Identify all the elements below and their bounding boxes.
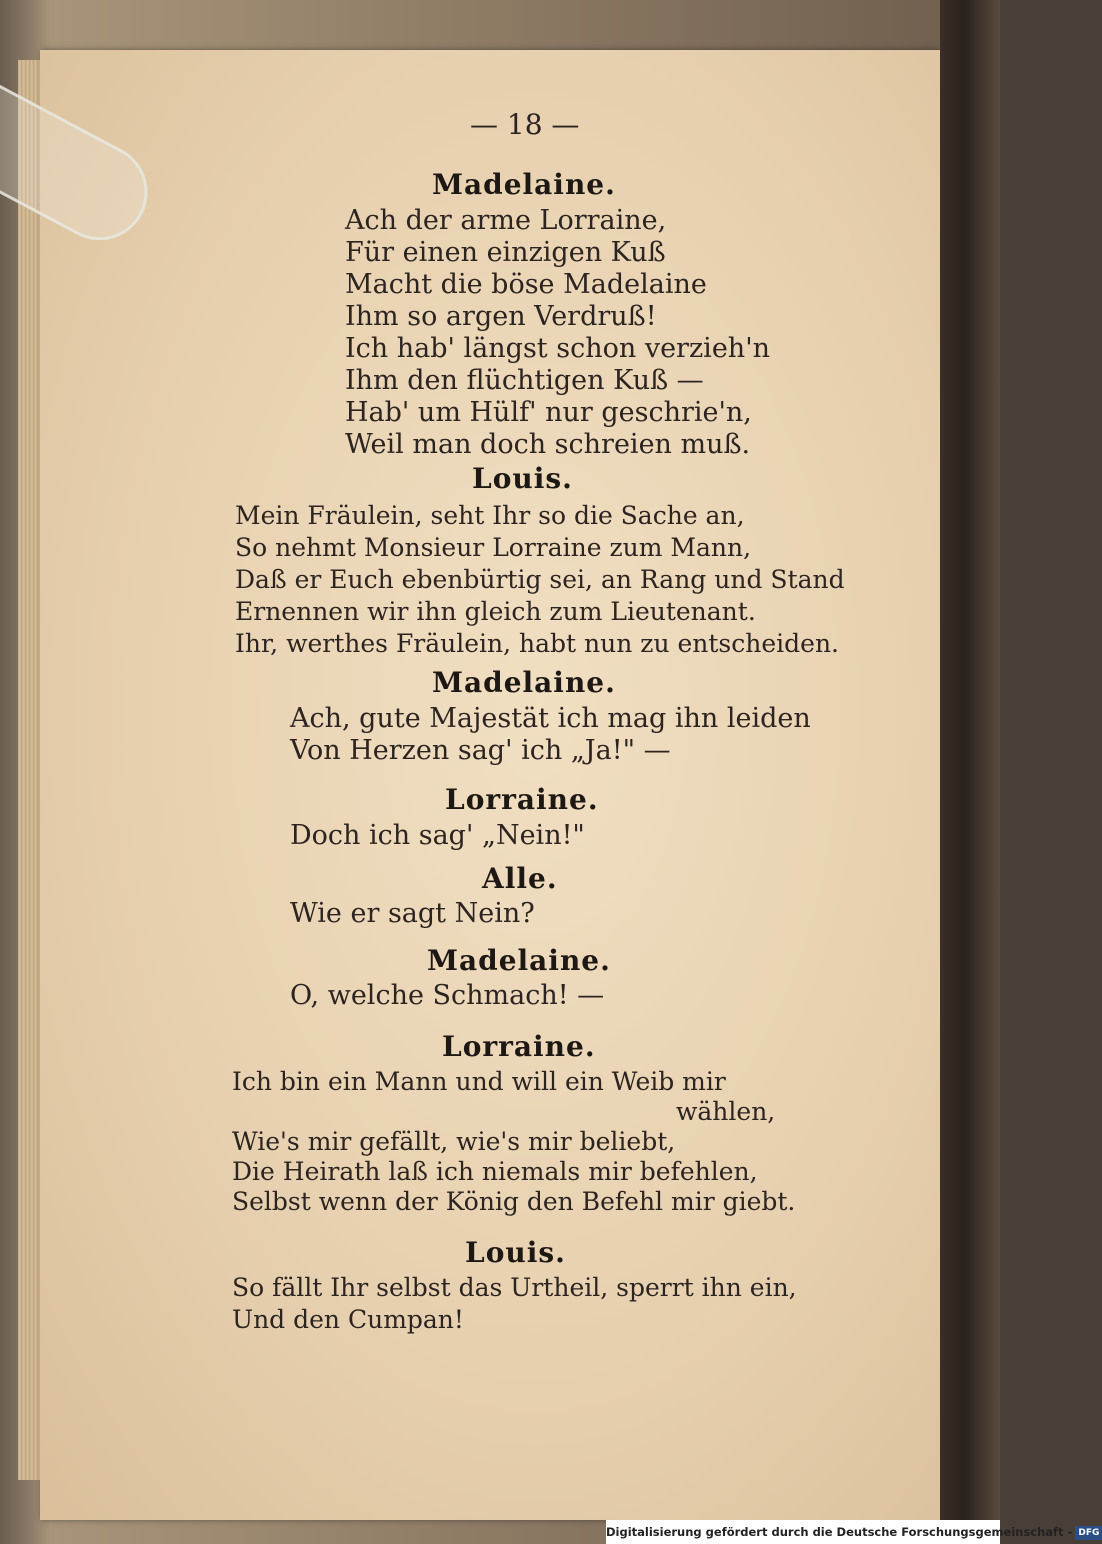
verse-line: Macht die böse Madelaine [345,269,707,300]
verse-line: Wie er sagt Nein? [290,898,535,929]
verse-line: Von Herzen sag' ich „Ja!" — [290,735,671,766]
verse-line: Ihm so argen Verdruß! [345,301,657,332]
speaker-name: Lorraine. [445,783,599,816]
verse-line: Doch ich sag' „Nein!" [290,820,585,851]
footer-text: Digitalisierung gefördert durch die Deutsche Forschungsgemeinschaft - [606,1525,1073,1539]
verse-line: Ernennen wir ihn gleich zum Lieutenant. [235,597,756,626]
verse-line: Ihr, werthes Fräulein, habt nun zu entscheiden. [235,629,840,658]
verse-line: Ich bin ein Mann und will ein Weib mir [232,1067,726,1096]
verse-line: Ich hab' längst schon verzieh'n [345,333,770,364]
speaker-name: Louis. [472,462,573,495]
dfg-logo: DFG [1075,1526,1102,1540]
verse-line: Selbst wenn der König den Befehl mir giebt. [232,1187,796,1216]
speaker-name: Alle. [482,862,558,895]
speaker-name: Madelaine. [427,944,611,977]
verse-line: O, welche Schmach! — [290,980,605,1011]
page-number: — 18 — [470,108,580,141]
verse-line: wählen, [676,1097,776,1126]
verse-line: Hab' um Hülf' nur geschrie'n, [345,397,752,428]
speaker-name: Madelaine. [432,666,616,699]
verse-line: Weil man doch schreien muß. [345,429,751,460]
verse-line: Die Heirath laß ich niemals mir befehlen, [232,1157,758,1186]
digitization-footer [606,1520,1100,1544]
verse-line: So fällt Ihr selbst das Urtheil, sperrt ihn ein, [232,1273,797,1302]
verse-line: Mein Fräulein, seht Ihr so die Sache an, [235,501,745,530]
speaker-name: Louis. [465,1236,566,1269]
speaker-name: Madelaine. [432,168,616,201]
verse-line: Für einen einzigen Kuß [345,237,666,268]
verse-line: So nehmt Monsieur Lorraine zum Mann, [235,533,752,562]
verse-line: Ach, gute Majestät ich mag ihn leiden [290,703,811,734]
verse-line: Ihm den flüchtigen Kuß — [345,365,704,396]
speaker-name: Lorraine. [442,1030,596,1063]
verse-line: Wie's mir gefällt, wie's mir beliebt, [232,1127,676,1156]
book-spine [940,0,1000,1544]
verse-line: Daß er Euch ebenbürtig sei, an Rang und Stand [235,565,845,594]
verse-line: Und den Cumpan! [232,1305,464,1334]
verse-line: Ach der arme Lorraine, [345,205,667,236]
